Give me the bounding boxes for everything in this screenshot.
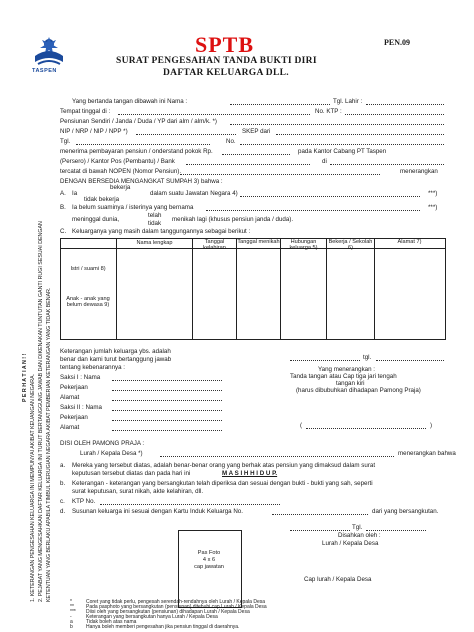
dibubuhkan: (harus dibubuhkan dihadapan Pamong Praja) <box>296 387 421 394</box>
a-jawatan: dalam suatu Jawatan Negara 4) <box>150 190 238 197</box>
col-bekerja: Bekerja / Sekolah 6) <box>328 239 373 252</box>
cap-lurah: Cap lurah / Kepala Desa <box>304 576 372 583</box>
alamat2-label: Alamat <box>60 424 80 431</box>
subtitle-line1: SURAT PENGESAHAN TANDA BUKTI DIRI <box>116 56 317 66</box>
tanda-tangan: Tanda tangan atau Cap tiga jari tengah <box>290 373 397 380</box>
a-bekerja: bekerja <box>110 184 131 191</box>
logo-text: TASPEN <box>32 68 57 74</box>
footnote-3-mark: *** <box>70 609 76 615</box>
form-code: PEN.09 <box>384 38 410 47</box>
pas-foto-label3: cap jawatan <box>194 564 224 570</box>
b-menikah: menikah lagi (khusus pensiun janda / duda). <box>172 216 294 223</box>
b-meninggal: meninggal dunia, <box>72 216 120 223</box>
row-anak: Anak - anak yang belum dewasa 9) <box>66 296 110 309</box>
b-label: B. <box>60 204 66 211</box>
keterangan-3: tentang kebenarannya : <box>60 364 126 371</box>
footnote-4: Keterangan yang bersangkutan hanya Lurah / Kepala Desa <box>86 614 218 620</box>
c-label: C. <box>60 228 67 235</box>
pekerjaan1-label: Pekerjaan <box>60 384 88 391</box>
di-label: di <box>322 158 327 165</box>
page-title: SPTB <box>195 32 255 57</box>
disi-b-text1: Keterangan - keterangan yang bersangkutan telah diperiksa dan sesuai dengan bukti - bukti yang sah, seperti <box>72 480 373 487</box>
pensiunan-label: Pensiunan Sendiri / Janda / Duda / YP dari alm / alm/k. *) <box>60 118 217 125</box>
col-alamat: Alamat 7) <box>397 239 422 245</box>
intro-label: Yang bertanda tangan dibawah ini Nama : <box>72 98 188 105</box>
sign-paren-close: ) <box>430 422 433 429</box>
b-tidak: tidak <box>148 220 162 227</box>
taspen-logo-icon <box>30 34 68 68</box>
col-tgl-menikah: Tanggal menikah <box>237 239 280 245</box>
menerangkan-label: menerangkan <box>400 168 438 175</box>
disi-b-label: b. <box>60 480 66 487</box>
disi-b-text2: surat keputusan, surat nikah, akte kelahiran, dll. <box>72 488 204 495</box>
tgl-lahir-label: Tgl. Lahir : <box>333 98 363 105</box>
side-note-line2: 2. PEJABAT YANG MENGESAHKAN DAFTAR KELUARGA INI TURUT BERTANGGUNG JAWAB DAN DIKENAKAN TUNTUTAN GANTI RUGI SESUAI DENGAN <box>38 221 44 602</box>
disi-a-label: a. <box>60 462 66 469</box>
disi-lurah: Lurah / Kepala Desa *) <box>80 450 143 457</box>
disi-c-text: KTP No. <box>72 498 96 505</box>
a-stars: ***) <box>428 190 438 197</box>
subtitle-line2: DAFTAR KELUARGA DLL. <box>163 68 289 78</box>
tgl-label: Tgl. <box>60 138 71 145</box>
side-note-line3: KETENTUAN YANG BERLAKU APABILA TIMBUL KERUGIAN NEGARA AKIBAT PEMBERIAN KETERANGAN YANG TIDAK BENAR. <box>46 287 52 602</box>
footnote-1-mark: * <box>70 599 72 605</box>
no-label: No. <box>226 138 236 145</box>
no-ktp-label: No. KTP : <box>315 108 342 115</box>
pas-foto-label2: 4 x 6 <box>202 557 216 563</box>
pas-foto-label1: Pas Foto <box>197 550 221 556</box>
row-istri-suami: Istri / suami 8) <box>70 266 106 272</box>
family-table <box>60 238 446 340</box>
taspen-logo <box>30 34 68 74</box>
col-nama: Nama lengkap <box>136 240 173 246</box>
persero-label: (Persero) / Kantor Pos (Pembantu) / Bank <box>60 158 175 165</box>
alamat1-label: Alamat <box>60 394 80 401</box>
keterangan-1: Keterangan jumlah keluarga ybs. adalah <box>60 348 171 355</box>
kantor-cabang-label: pada Kantor Cabang PT Taspen <box>298 148 387 155</box>
side-note-heading: P E R H A T I A N ! ! <box>22 353 28 402</box>
nip-label: NIP / NRP / NIP / NPP *) <box>60 128 128 135</box>
disi-menerangkan: menerangkan bahwa <box>398 450 456 457</box>
tangan-kiri: tangan kiri <box>336 380 365 387</box>
keterangan-2: benar dan kami turut bertanggung jawab <box>60 356 172 363</box>
sign-paren-open: ( <box>300 422 303 429</box>
disi-c-label: c. <box>60 498 65 505</box>
footnote-2: Pada pasphoto yang bersangkutan (pensiunan) ditebuhi cap Lurah / Kepala Desa <box>86 604 267 610</box>
a-tidak-bekerja: tidak bekerja <box>84 196 120 203</box>
b-telah: telah <box>148 212 162 219</box>
c-text: Keluarganya yang masih dalam tanggungannya sebagai berikut : <box>72 228 251 235</box>
footnote-2-mark: ** <box>70 604 74 610</box>
disi-a-text1: Mereka yang tersebut diatas, adalah benar-benar orang yang berhak atas pensiun yang dimaksud dalam surat <box>72 462 376 469</box>
col-hubungan: Hubungan keluarga 5) <box>289 239 318 252</box>
sign-tgl: tgl. <box>363 354 372 361</box>
sumpah-label: DENGAN BERSEDIA MENGANGKAT SUMPAH 3) bahwa : <box>60 178 223 185</box>
b-stars: ***) <box>428 204 438 211</box>
saksi2-label: Saksi II : Nama <box>60 404 102 411</box>
a-label: A. <box>60 190 66 197</box>
masih-hidup: M A S I H H I D U P. <box>222 470 278 477</box>
disi-tgl: Tgl. <box>352 524 363 531</box>
disi-heading: DISI OLEH PAMONG PRAJA : <box>60 440 145 447</box>
disahkan-oleh: Disahkan oleh : <box>338 532 381 539</box>
yang-menerangkan: Yang menerangkan : <box>318 366 375 373</box>
pekerjaan2-label: Pekerjaan <box>60 414 88 421</box>
disi-d-label: d. <box>60 508 66 515</box>
col-tgl-lahir: Tanggal kelahiran <box>203 239 226 252</box>
footnote-5-mark: a <box>70 619 73 625</box>
footnote-6-mark: b <box>70 624 73 630</box>
b-text: Ia belum suaminya / isterinya yang bernama <box>72 204 194 211</box>
menerima-label: menerima pembayaran pensiun / onderstand pokok Rp. <box>60 148 213 155</box>
saksi1-label: Saksi I : Nama <box>60 374 101 381</box>
lurah-sign: Lurah / Kepala Desa <box>322 540 379 547</box>
footnote-1: Coret yang tidak perlu, pengesah serendah-rendahnya oleh Lurah / Kepala Desa <box>86 599 266 605</box>
footnote-4-mark: - <box>70 614 72 620</box>
a-ia: Ia <box>72 190 78 197</box>
side-note-line1: 1. KETERANGAN PENGESAHAN KELUARGA INI MEMPUNYAI AKIBAT KEUANGAN NEGARA. <box>30 373 36 602</box>
disi-d-text2: dari yang bersangkutan. <box>372 508 439 515</box>
tempat-tinggal-label: Tempat tinggal di : <box>60 108 111 115</box>
footnote-3: Diisi oleh yang bersangkutan (pensiunan) dihadapan Lurah / Kepala Desa <box>86 609 250 615</box>
footnote-5: Tidak boleh atas nama <box>86 619 137 625</box>
footnote-6: Hanya boleh memberi pengesahan jika pensiun tinggal di daerahnya. <box>86 624 240 630</box>
terdaftar-label: tercatat di bawah NOPEN (Nomor Pensiun). <box>60 168 182 175</box>
skep-label: SKEP dari <box>242 128 271 135</box>
disi-a-text2: keputusan tersebut diatas dan pada hari ini <box>72 470 191 477</box>
disi-d-text: Susunan keluarga ini sesuai dengan Kartu Induk Keluarga No. <box>72 508 243 515</box>
